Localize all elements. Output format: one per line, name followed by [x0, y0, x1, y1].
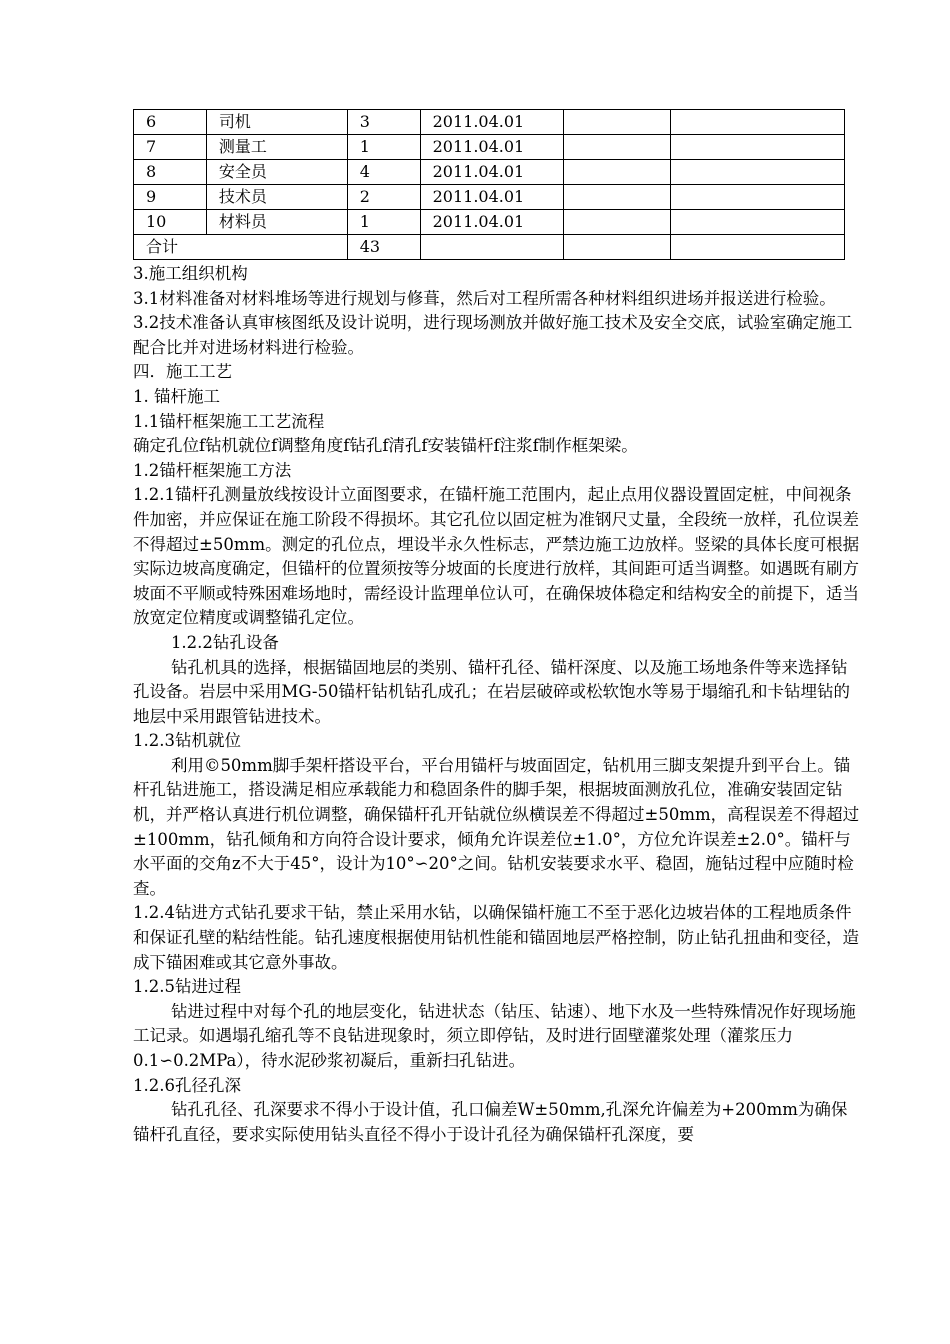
- table-row: [134, 185, 845, 210]
- table-cell: [563, 210, 671, 235]
- table-cell: 技术员: [206, 185, 347, 210]
- table-cell: 2011.04.01: [420, 185, 563, 210]
- paragraph: 利用©50mm脚手架杆搭设平台，平台用锚杆与坡面固定，钻机用三脚支架提升到平台上。锚杆孔钻进施工，搭设满足相应承载能力和稳固条件的脚手架，根据坡面测放孔位，准确安装固定钻机，并严格认真进行机位调整，确保锚杆孔开钻就位纵横误差不得超过±50mm，高程误差不得超过±100mm，钻孔倾角和方向符合设计要求，倾角允许误差位±1.0°，方位允许误差±2.0°。锚杆与水平面的交角z不大于45°，设计为10°∽20°之间。钻机安装要求水平、稳固，施钻过程中应随时检查。: [133, 755, 860, 898]
- paragraph: 1.2.4钻进方式钻孔要求干钻，禁止采用水钻，以确保锚杆施工不至于恶化边坡岩体的工程地质条件和保证孔壁的粘结性能。钻孔速度根据使用钻机性能和锚固地层严格控制，防止钻孔扭曲和变径，造成下锚困难或其它意外事故。: [133, 903, 859, 972]
- table-total-row: [134, 235, 845, 260]
- table-cell: 7: [134, 135, 207, 160]
- staff-table-body: [134, 110, 845, 260]
- table-cell: [563, 185, 671, 210]
- table-cell: 1: [347, 210, 420, 235]
- paragraph: 钻进过程中对每个孔的地层变化，钻进状态（钻压、钻速）、地下水及一些特殊情况作好现场施工记录。如遇塌孔缩孔等不良钻进现象时，须立即停钻，及时进行固壁灌浆处理（灌浆压力0.1∽0.2MPa），待水泥砂浆初凝后，重新扫孔钻进。: [133, 1001, 856, 1070]
- table-cell: 4: [347, 160, 420, 185]
- paragraph: 确定孔位f钻机就位f调整角度f钻孔f清孔f安装锚杆f注浆f制作框架梁。: [133, 436, 638, 456]
- table-cell: 2: [347, 185, 420, 210]
- table-cell: 2011.04.01: [420, 210, 563, 235]
- table-cell: [420, 235, 563, 260]
- paragraph: 钻孔孔径、孔深要求不得小于设计值，孔口偏差W±50mm,孔深允许偏差为+200mm为确保锚杆孔直径，要求实际使用钻头直径不得小于设计孔径为确保锚杆孔深度，要: [133, 1100, 848, 1144]
- total-count: 43: [347, 235, 420, 260]
- paragraph: 1.2.6孔径孔深: [133, 1075, 241, 1095]
- table-cell: [671, 235, 845, 260]
- table-cell: [563, 235, 671, 260]
- table-cell: [671, 110, 845, 135]
- table-row: [134, 160, 845, 185]
- table-row: [134, 110, 845, 135]
- total-label: 合计: [134, 235, 348, 260]
- table-cell: 3: [347, 110, 420, 135]
- table-cell: 2011.04.01: [420, 160, 563, 185]
- table-cell: 司机: [206, 110, 347, 135]
- table-cell: 安全员: [206, 160, 347, 185]
- document-body: [133, 262, 863, 1147]
- table-cell: 6: [134, 110, 207, 135]
- table-cell: [671, 210, 845, 235]
- table-cell: [563, 135, 671, 160]
- table-cell: 10: [134, 210, 207, 235]
- table-cell: [671, 135, 845, 160]
- paragraph: 1. 锚杆施工: [133, 386, 220, 406]
- table-cell: 材料员: [206, 210, 347, 235]
- paragraph: 1.2.3钻机就位: [133, 731, 241, 751]
- table-cell: [563, 110, 671, 135]
- paragraph: 3.施工组织机构: [133, 264, 248, 283]
- paragraph: 3.2技术准备认真审核图纸及设计说明，进行现场测放并做好施工技术及安全交底，试验室确定施工配合比并对进场材料进行检验。: [133, 313, 853, 357]
- paragraph: 钻孔机具的选择，根据锚固地层的类别、锚杆孔径、锚杆深度、以及施工场地条件等来选择钻孔设备。岩层中采用MG-50锚杆钻机钻孔成孔；在岩层破碎或松软饱水等易于塌缩孔和卡钻埋钻的地层中采用跟管钻进技术。: [133, 657, 850, 726]
- table-cell: [671, 185, 845, 210]
- paragraph: 1.1锚杆框架施工工艺流程: [133, 411, 325, 431]
- table-cell: [563, 160, 671, 185]
- table-cell: 1: [347, 135, 420, 160]
- table-cell: 2011.04.01: [420, 110, 563, 135]
- table-row: [134, 210, 845, 235]
- table-cell: [671, 160, 845, 185]
- paragraph: 3.1材料准备对材料堆场等进行规划与修葺，然后对工程所需各种材料组织进场并报送进行检验。: [133, 288, 836, 308]
- table-row: [134, 135, 845, 160]
- paragraph: 1.2.1锚杆孔测量放线按设计立面图要求，在锚杆施工范围内，起止点用仪器设置固定桩，中间视条件加密，并应保证在施工阶段不得损坏。其它孔位以固定桩为准钢尺丈量，全段统一放样，孔位误差不得超过±50mm。测定的孔位点，埋设半永久性标志，严禁边施工边放样。竖梁的具体长度可根据实际边坡高度确定，但锚杆的位置须按等分坡面的长度进行放样，其间距可适当调整。如遇既有刷方坡面不平顺或特殊困难场地时，需经设计监理单位认可，在确保坡体稳定和结构安全的前提下，适当放宽定位精度或调整锚孔定位。: [133, 485, 860, 628]
- paragraph: 1.2.5钻进过程: [133, 977, 241, 997]
- table-cell: 测量工: [206, 135, 347, 160]
- paragraph: 四．施工工艺: [133, 362, 232, 382]
- paragraph: 1.2锚杆框架施工方法: [133, 460, 292, 480]
- table-cell: 2011.04.01: [420, 135, 563, 160]
- table-cell: 9: [134, 185, 207, 210]
- table-cell: 8: [134, 160, 207, 185]
- staff-table: [133, 109, 845, 260]
- paragraph: 1.2.2钻孔设备: [170, 632, 279, 652]
